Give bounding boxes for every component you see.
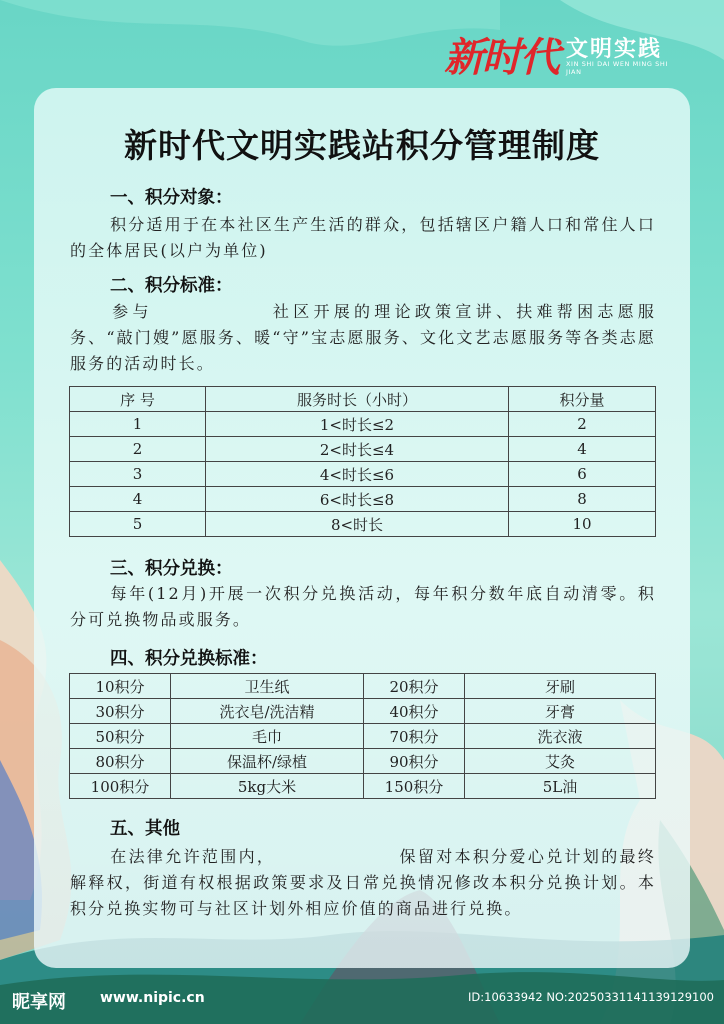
section-2-paragraph <box>70 299 656 377</box>
table-cell: 保温杯/绿植 <box>171 749 364 774</box>
table-cell: 牙刷 <box>465 674 656 699</box>
table-header-cell: 服务时长（小时） <box>206 387 509 412</box>
table-cell: 10 <box>509 512 656 537</box>
table-cell: 6<时长≤8 <box>206 487 509 512</box>
watermark-url: www.nipic.cn <box>100 990 205 1006</box>
table-cell: 50积分 <box>70 724 171 749</box>
section-5-text-a: 在法律允许范围内， <box>110 847 276 866</box>
section-2-heading: 二、积分标准： <box>110 276 233 296</box>
table-row <box>70 487 656 512</box>
table-cell: 毛巾 <box>171 724 364 749</box>
section-2-text-a: 参与 <box>110 302 153 321</box>
table-row <box>70 512 656 537</box>
table-cell: 100积分 <box>70 774 171 799</box>
table-cell: 8 <box>509 487 656 512</box>
table-cell: 5L油 <box>465 774 656 799</box>
table-row <box>70 699 656 724</box>
table-row <box>70 749 656 774</box>
table-row <box>70 437 656 462</box>
watermark-site-name: 昵享网 <box>12 992 66 1013</box>
table-cell: 1<时长≤2 <box>206 412 509 437</box>
table-cell: 4<时长≤6 <box>206 462 509 487</box>
table-cell: 4 <box>509 437 656 462</box>
section-3-paragraph <box>70 581 656 633</box>
exchange-standard-table <box>69 673 656 799</box>
table-cell: 洗衣液 <box>465 724 656 749</box>
section-2-text-b: 社区开展的理论政策宣讲、扶难帮困志愿服务、“敲门嫂”愿服务、暖“守”宝志愿服务、文化文艺志愿服务等各类志愿服务的活动时长。 <box>70 302 656 373</box>
section-5-paragraph <box>70 844 656 922</box>
table-cell: 2<时长≤4 <box>206 437 509 462</box>
brand-main-text: 新时代 <box>444 34 558 81</box>
table-row <box>70 674 656 699</box>
table-header-row <box>70 387 656 412</box>
section-3-heading: 三、积分兑换： <box>110 559 233 579</box>
table-header-cell: 积分量 <box>509 387 656 412</box>
table-cell: 1 <box>70 412 206 437</box>
table-cell: 150积分 <box>364 774 465 799</box>
table-cell: 3 <box>70 462 206 487</box>
table-cell: 40积分 <box>364 699 465 724</box>
table-cell: 2 <box>70 437 206 462</box>
table-cell: 30积分 <box>70 699 171 724</box>
table-cell: 洗衣皂/洗洁精 <box>171 699 364 724</box>
table-cell: 5 <box>70 512 206 537</box>
table-cell: 80积分 <box>70 749 171 774</box>
table-row <box>70 724 656 749</box>
brand-sub-text: 文明实践 <box>566 37 663 62</box>
points-standard-table <box>69 386 656 537</box>
table-cell: 5kg大米 <box>171 774 364 799</box>
table-cell: 牙膏 <box>465 699 656 724</box>
section-1-heading: 一、积分对象： <box>110 188 233 208</box>
brand-pinyin-text: XIN SHI DAI WEN MING SHI JIAN <box>566 60 668 76</box>
page-title: 新时代文明实践站积分管理制度 <box>124 126 600 165</box>
table-row <box>70 412 656 437</box>
table-cell: 卫生纸 <box>171 674 364 699</box>
brand-logo <box>444 26 684 81</box>
table-cell: 8<时长 <box>206 512 509 537</box>
table-cell: 6 <box>509 462 656 487</box>
section-1-text: 积分适用于在本社区生产生活的群众，包括辖区户籍人口和常住人口的全体居民(以户为单位) <box>70 215 656 260</box>
section-3-text: 每年(12月)开展一次积分兑换活动，每年积分数年底自动清零。积分可兑换物品或服务。 <box>70 584 656 629</box>
table-cell: 2 <box>509 412 656 437</box>
watermark-id: ID:10633942 NO:20250331141139129100 <box>468 990 714 1004</box>
table-row <box>70 462 656 487</box>
table-header-cell: 序 号 <box>70 387 206 412</box>
table-cell: 10积分 <box>70 674 171 699</box>
section-5-heading: 五、其他 <box>110 819 180 839</box>
table-cell: 20积分 <box>364 674 465 699</box>
table-cell: 90积分 <box>364 749 465 774</box>
table-cell: 70积分 <box>364 724 465 749</box>
table-cell: 艾灸 <box>465 749 656 774</box>
table-cell: 4 <box>70 487 206 512</box>
section-1-paragraph <box>70 212 656 264</box>
table-row <box>70 774 656 799</box>
section-4-heading: 四、积分兑换标准： <box>110 649 268 669</box>
section-5-text-b: 保留对本积分爱心兑计划的最终解释权，街道有权根据政策要求及日常兑换情况修改本积分兑换计划。本积分兑换实物可与社区计划外相应价值的商品进行兑换。 <box>70 847 656 918</box>
